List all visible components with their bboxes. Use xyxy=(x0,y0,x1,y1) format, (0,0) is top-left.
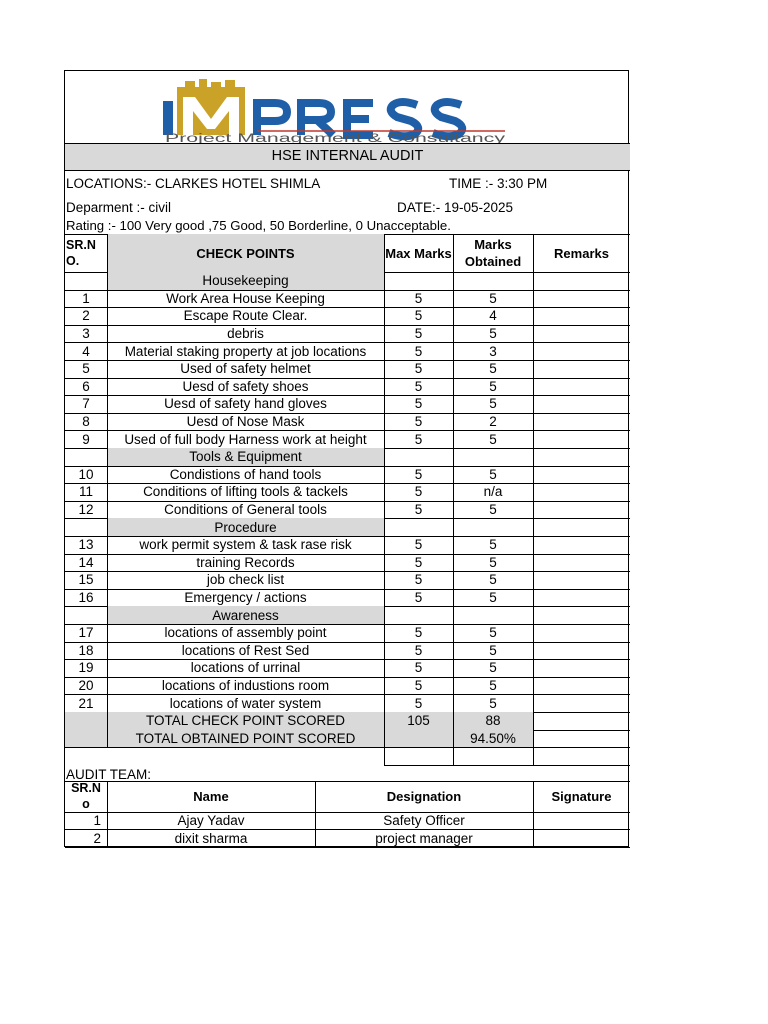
grid-line xyxy=(315,781,316,847)
row-marks-obtained: 5 xyxy=(489,431,497,447)
grid-line xyxy=(65,170,630,171)
row-check-point: Condistions of hand tools xyxy=(169,466,322,482)
team-row-srno: 2 xyxy=(93,830,101,846)
row-check-point: Material staking property at job locations xyxy=(124,343,367,359)
row-marks-obtained: 5 xyxy=(489,554,497,570)
row-check-point: locations of assembly point xyxy=(164,625,327,641)
grid-line xyxy=(453,234,454,765)
row-max-marks: 5 xyxy=(414,502,423,518)
row-srno: 9 xyxy=(82,431,90,447)
row-srno: 2 xyxy=(82,308,90,324)
row-marks-obtained: 5 xyxy=(489,572,497,588)
row-marks-obtained: 5 xyxy=(489,642,497,658)
total-check-obtained: 88 xyxy=(485,713,501,729)
row-max-marks: 5 xyxy=(414,572,423,588)
row-check-point: Work Area House Keeping xyxy=(166,290,325,306)
row-marks-obtained: 2 xyxy=(489,414,497,430)
grid-line xyxy=(533,781,534,847)
row-check-point: locations of Rest Sed xyxy=(181,642,310,658)
grid-line xyxy=(533,234,534,765)
row-marks-obtained: 5 xyxy=(489,537,497,553)
header-srno: SR.N O. xyxy=(66,238,96,268)
department-text: Deparment :- civil xyxy=(66,200,172,215)
row-srno: 14 xyxy=(78,554,94,570)
team-row-designation: Safety Officer xyxy=(383,813,465,829)
row-max-marks: 5 xyxy=(414,484,423,500)
row-marks-obtained: 5 xyxy=(489,466,497,482)
team-header-srno: SR.N o xyxy=(71,781,101,812)
row-max-marks: 5 xyxy=(414,660,423,676)
team-row-name: Ajay Yadav xyxy=(177,813,245,829)
row-marks-obtained: 5 xyxy=(489,290,497,306)
page-title: HSE INTERNAL AUDIT xyxy=(271,148,424,164)
row-check-point: work permit system & task rase risk xyxy=(139,537,352,553)
row-check-point: Emergency / actions xyxy=(184,590,307,606)
row-marks-obtained: 5 xyxy=(489,695,497,711)
row-check-point: locations of industions room xyxy=(161,678,330,694)
row-srno: 6 xyxy=(82,378,90,394)
grid-line xyxy=(107,234,108,747)
team-header-signature: Signature xyxy=(551,788,612,804)
logo-tagline: Project Management & Consultancy xyxy=(165,133,506,143)
row-marks-obtained: 5 xyxy=(489,625,497,641)
row-srno: 10 xyxy=(78,466,94,482)
row-srno: 15 xyxy=(78,572,94,588)
row-check-point: training Records xyxy=(196,554,295,570)
row-check-point: Uesd of safety hand gloves xyxy=(164,396,327,412)
row-srno: 3 xyxy=(82,326,90,342)
row-srno: 8 xyxy=(82,414,90,430)
row-check-point: job check list xyxy=(206,572,285,588)
total-check-label: TOTAL CHECK POINT SCORED xyxy=(145,713,346,729)
row-check-point: debris xyxy=(227,326,264,342)
row-srno: 16 xyxy=(78,590,94,606)
row-srno: 19 xyxy=(78,660,94,676)
row-max-marks: 5 xyxy=(414,431,423,447)
grid-line xyxy=(107,781,108,847)
team-row-designation: project manager xyxy=(375,830,473,846)
row-max-marks: 5 xyxy=(414,308,423,324)
row-max-marks: 5 xyxy=(414,396,423,412)
row-max-marks: 5 xyxy=(414,466,423,482)
row-marks-obtained: 5 xyxy=(489,396,497,412)
row-marks-obtained: 5 xyxy=(489,660,497,676)
row-max-marks: 5 xyxy=(414,361,423,377)
total-obtained-label: TOTAL OBTAINED POINT SCORED xyxy=(135,730,356,746)
row-marks-obtained: 3 xyxy=(489,343,497,359)
team-header-designation: Designation xyxy=(386,788,462,804)
row-srno: 18 xyxy=(78,642,94,658)
row-max-marks: 5 xyxy=(414,326,423,342)
row-max-marks: 5 xyxy=(414,695,423,711)
row-check-point: Conditions of lifting tools & tackels xyxy=(143,484,348,500)
grid-line xyxy=(384,765,630,766)
header-marks-obtained: Marks Obtained xyxy=(464,237,522,269)
grid-line xyxy=(384,234,385,765)
row-srno: 5 xyxy=(82,361,90,377)
total-obtained-percent: 94.50% xyxy=(470,730,516,746)
logo-letter-i xyxy=(163,101,173,135)
row-check-point: locations of urrinal xyxy=(190,660,301,676)
row-marks-obtained: 5 xyxy=(489,361,497,377)
time-text: TIME :- 3:30 PM xyxy=(449,176,548,191)
row-srno: 1 xyxy=(82,290,90,306)
row-srno: 13 xyxy=(78,537,94,553)
row-srno: 12 xyxy=(78,502,94,518)
row-max-marks: 5 xyxy=(414,343,423,359)
row-line xyxy=(65,847,630,848)
row-check-point: Used of safety helmet xyxy=(180,361,311,377)
grid-line xyxy=(65,747,630,748)
row-marks-obtained: 5 xyxy=(489,590,497,606)
row-max-marks: 5 xyxy=(414,678,423,694)
grid-line xyxy=(65,143,630,144)
audit-team-label: AUDIT TEAM: xyxy=(66,766,152,782)
row-marks-obtained: 5 xyxy=(489,502,497,518)
total-check-max: 105 xyxy=(407,713,430,729)
row-srno: 17 xyxy=(78,625,94,641)
row-check-point: locations of water system xyxy=(169,695,322,711)
row-max-marks: 5 xyxy=(414,537,423,553)
location-text: LOCATIONS:- CLARKES HOTEL SHIMLA xyxy=(66,176,321,191)
row-marks-obtained: 5 xyxy=(489,378,497,394)
rating-text: Rating :- 100 Very good ,75 Good, 50 Borderline, 0 Unacceptable. xyxy=(66,218,451,233)
row-marks-obtained: 5 xyxy=(489,326,497,342)
team-header-name: Name xyxy=(193,788,229,804)
row-srno: 7 xyxy=(82,396,90,412)
row-check-point: Uesd of Nose Mask xyxy=(186,414,305,430)
row-max-marks: 5 xyxy=(414,290,423,306)
row-marks-obtained: 4 xyxy=(489,308,497,324)
row-srno: 4 xyxy=(82,343,90,359)
row-srno: 21 xyxy=(78,695,94,711)
section-heading: Awareness xyxy=(212,607,279,623)
row-max-marks: 5 xyxy=(414,590,423,606)
row-srno: 20 xyxy=(78,678,94,694)
section-heading: Tools & Equipment xyxy=(189,449,302,465)
section-heading: Housekeeping xyxy=(202,273,289,289)
header-max-marks: Max Marks xyxy=(385,245,452,261)
row-check-point: Conditions of General tools xyxy=(164,502,327,518)
header-remarks: Remarks xyxy=(554,245,609,261)
row-check-point: Escape Route Clear. xyxy=(183,308,308,324)
impress-logo xyxy=(161,79,511,143)
row-max-marks: 5 xyxy=(414,642,423,658)
row-marks-obtained: 5 xyxy=(489,678,497,694)
section-heading: Procedure xyxy=(214,519,277,535)
date-text: DATE:- 19-05-2025 xyxy=(397,200,514,215)
row-max-marks: 5 xyxy=(414,414,423,430)
team-row-name: dixit sharma xyxy=(174,830,248,846)
row-max-marks: 5 xyxy=(414,378,423,394)
header-check-points: CHECK POINTS xyxy=(196,245,295,261)
team-row-srno: 1 xyxy=(93,813,101,829)
row-marks-obtained: n/a xyxy=(483,484,503,500)
row-max-marks: 5 xyxy=(414,554,423,570)
audit-sheet xyxy=(64,70,629,847)
row-check-point: Uesd of safety shoes xyxy=(182,378,309,394)
row-check-point: Used of full body Harness work at height xyxy=(124,431,367,447)
row-max-marks: 5 xyxy=(414,625,423,641)
row-srno: 11 xyxy=(78,484,93,500)
